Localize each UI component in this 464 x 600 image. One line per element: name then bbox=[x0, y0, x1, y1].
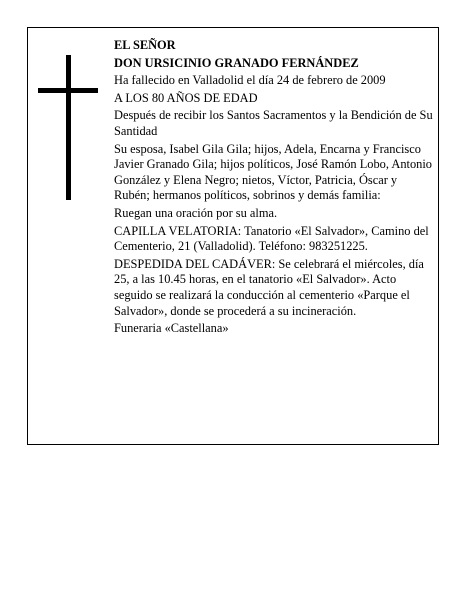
cross-horizontal-bar bbox=[38, 88, 98, 93]
cross-icon bbox=[38, 55, 98, 200]
cross-vertical-bar bbox=[66, 55, 71, 200]
family-list: Su esposa, Isabel Gila Gila; hijos, Adela, Encarna y Francisco Javier Granado Gila; hijos políticos, José Ramón Lobo, Antonio González y Elena Negro; nietos, Víctor, Patricia, Óscar y Rubén; hermanos políticos, sobrinos y demás familia: bbox=[114, 141, 432, 203]
notice-text bbox=[114, 38, 434, 339]
farewell-info: DESPEDIDA DEL CADÁVER: Se celebrará el miércoles, día 25, a las 10.45 horas, en el tanatorio «El Salvador». Acto seguido se realizará la conducción al cementerio «Parque el Salvador», donde se procederá a su incineración. bbox=[114, 256, 424, 318]
deceased-name: DON URSICINIO GRANADO FERNÁNDEZ bbox=[114, 55, 359, 70]
chapel-info: CAPILLA VELATORIA: Tanatorio «El Salvador», Camino del Cementerio, 21 (Valladolid). Teléfono: 983251225. bbox=[114, 223, 429, 254]
death-statement: Ha fallecido en Valladolid el día 24 de febrero de 2009 bbox=[114, 73, 386, 88]
sacraments-statement: Después de recibir los Santos Sacramentos y la Bendición de Su Santidad bbox=[114, 108, 433, 138]
obituary-notice bbox=[27, 27, 439, 445]
notice-title: EL SEÑOR bbox=[114, 38, 176, 52]
prayer-request: Ruegan una oración por su alma. bbox=[114, 205, 278, 220]
age-statement: A LOS 80 AÑOS DE EDAD bbox=[114, 90, 258, 105]
funeral-home: Funeraria «Castellana» bbox=[114, 321, 229, 336]
